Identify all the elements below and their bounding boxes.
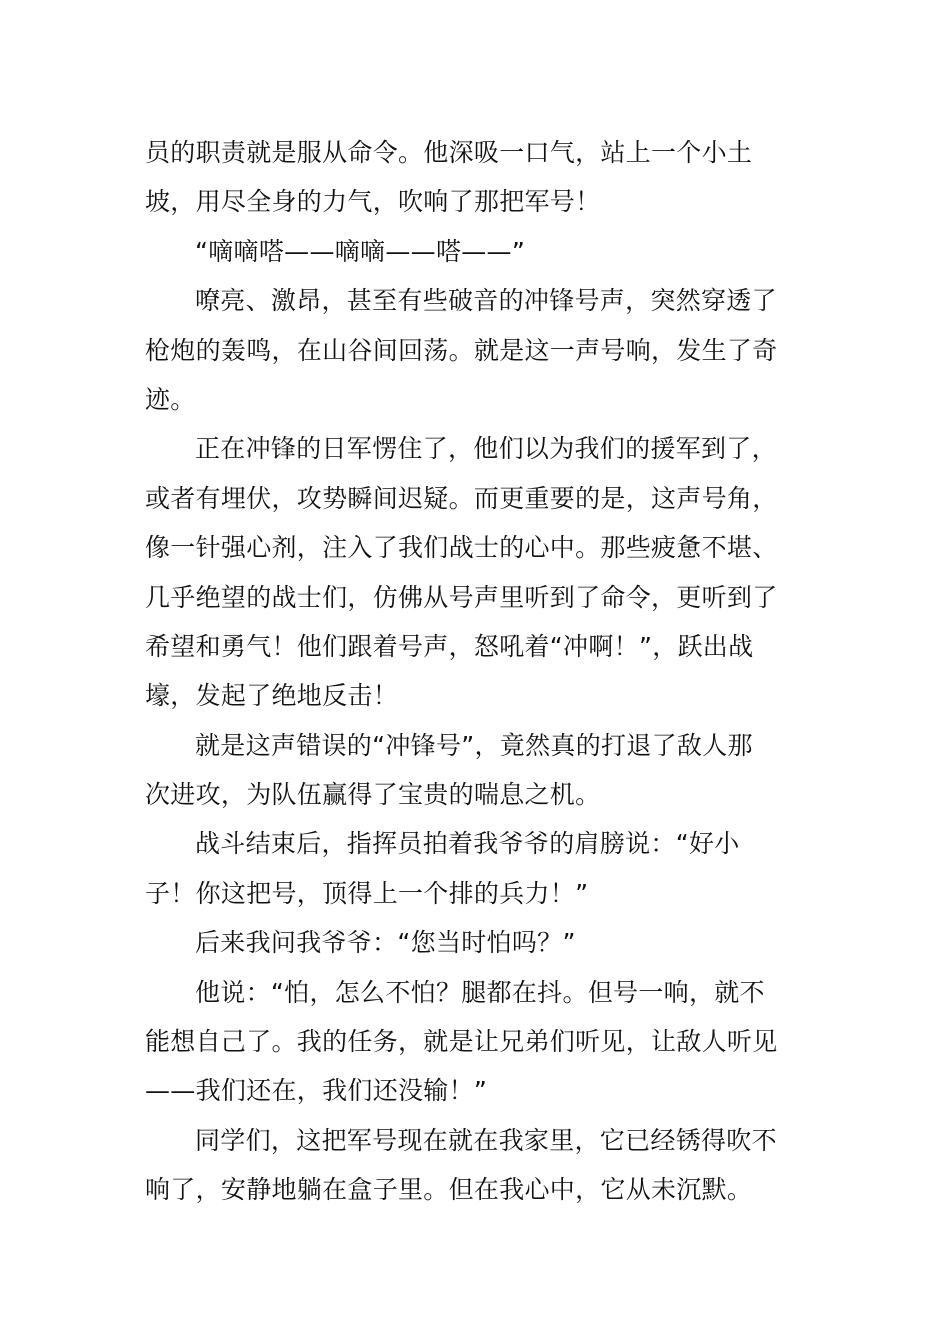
- text-line: 希望和勇气！他们跟着号声，怒吼着“冲啊！”，跃出战: [145, 631, 754, 661]
- text-line: 枪炮的轰鸣，在山谷间回荡。就是这一声号响，发生了奇: [145, 335, 778, 365]
- text-line: 嘹亮、激昂，甚至有些破音的冲锋号声，突然穿透了: [195, 286, 777, 316]
- text-line: 子！你这把号，顶得上一个排的兵力！”: [145, 878, 589, 908]
- text-line: 几乎绝望的战士们，仿佛从号声里听到了命令，更听到了: [145, 582, 778, 612]
- text-line: 后来我问我爷爷：“您当时怕吗？”: [195, 928, 576, 958]
- text-line: 他说：“怕，怎么不怕？腿都在抖。但号一响，就不: [195, 977, 765, 1007]
- text-line: 就是这声错误的“冲锋号”，竟然真的打退了敌人那: [195, 730, 753, 760]
- text-line: 战斗结束后，指挥员拍着我爷爷的肩膀说：“好小: [195, 829, 740, 859]
- text-line: 能想自己了。我的任务，就是让兄弟们听见，让敌人听见: [145, 1027, 778, 1057]
- text-line: 员的职责就是服从命令。他深吸一口气，站上一个小土: [145, 138, 753, 167]
- text-line: 或者有埋伏，攻势瞬间迟疑。而更重要的是，这声号角，: [145, 483, 778, 513]
- text-line: 迹。: [145, 384, 196, 414]
- text-line: 坡，用尽全身的力气，吹响了那把军号！: [145, 187, 601, 217]
- text-line: 次进攻，为队伍赢得了宝贵的喘息之机。: [145, 780, 601, 810]
- text-line: 正在冲锋的日军愣住了，他们以为我们的援军到了，: [195, 434, 777, 464]
- text-line: 同学们，这把军号现在就在我家里，它已经锈得吹不: [195, 1125, 777, 1155]
- text-line: 像一针强心剂，注入了我们战士的心中。那些疲惫不堪、: [145, 533, 778, 563]
- text-line: ——我们还在，我们还没输！”: [145, 1076, 488, 1106]
- text-line: 响了，安静地躺在盒子里。但在我心中，它从未沉默。: [145, 1175, 753, 1205]
- body-text: [145, 128, 805, 1215]
- text-line: “嘀嘀嗒——嘀嘀——嗒——”: [195, 236, 526, 266]
- text-line: 壕，发起了绝地反击！: [145, 681, 399, 711]
